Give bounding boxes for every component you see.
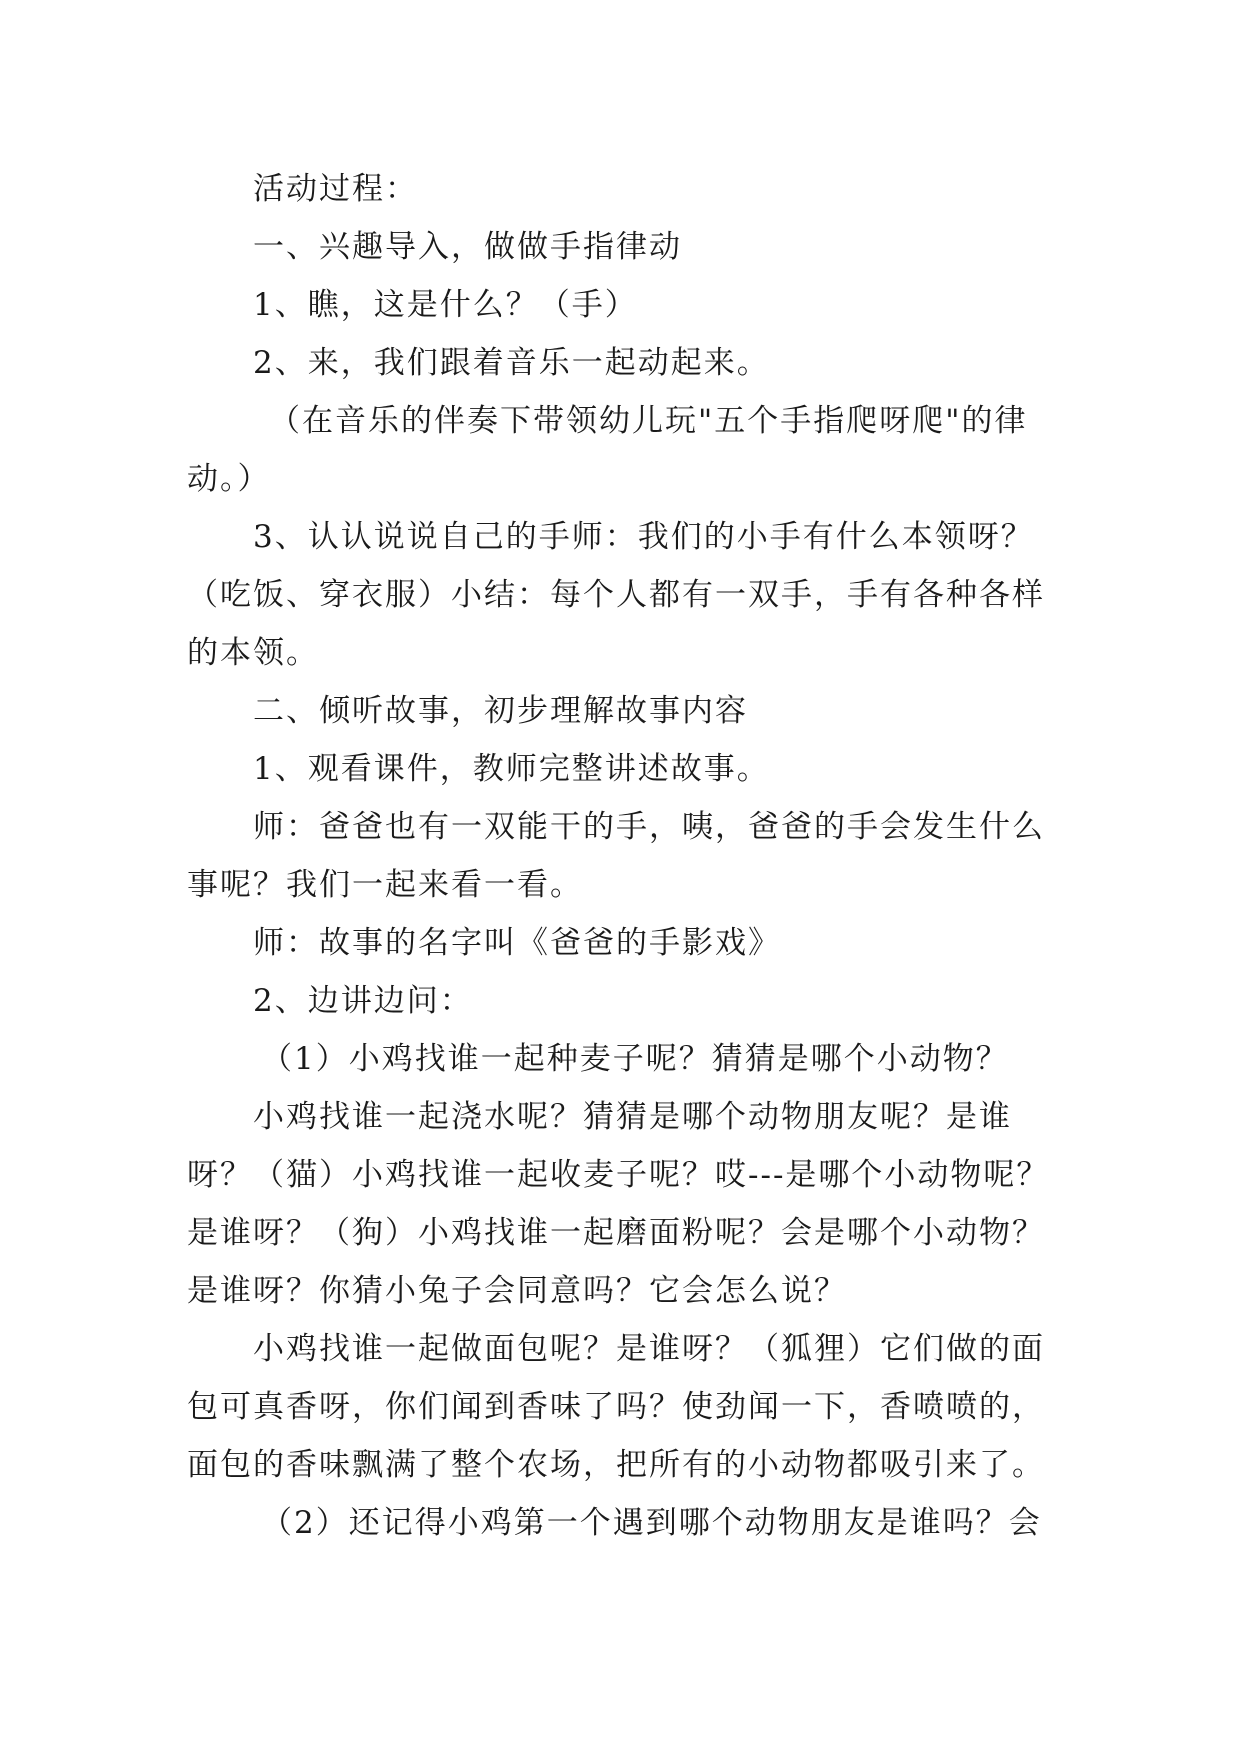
paragraph-story-title: 师：故事的名字叫《爸爸的手影戏》	[253, 925, 781, 961]
paragraph-music-note: （在音乐的伴奏下带领幼儿玩"五个手指爬呀爬"的律动。）	[187, 403, 1028, 497]
paragraph-step-1: 1、瞧，这是什么？（手）	[253, 287, 638, 323]
paragraph-activity-process-heading: 活动过程：	[253, 171, 418, 207]
paragraph-question-1: （1）小鸡找谁一起种麦子呢？猜猜是哪个小动物？	[261, 1041, 1009, 1077]
paragraph-question-2: （2）还记得小鸡第一个遇到哪个动物朋友是谁吗？会	[261, 1505, 1042, 1541]
paragraph-story-step-1: 1、观看课件，教师完整讲述故事。	[253, 751, 770, 787]
paragraph-story-step-2: 2、边讲边问：	[253, 983, 473, 1019]
paragraph-teacher-intro: 师：爸爸也有一双能干的手，咦，爸爸的手会发生什么事呢？我们一起来看一看。	[187, 809, 1045, 903]
document-body	[187, 160, 1057, 1552]
paragraph-step-2: 2、来，我们跟着音乐一起动起来。	[253, 345, 770, 381]
paragraph-questions-watering: 小鸡找谁一起浇水呢？猜猜是哪个动物朋友呢？是谁呀？（猫）小鸡找谁一起收麦子呢？哎---是哪个小动物呢？是谁呀？（狗）小鸡找谁一起磨面粉呢？会是哪个小动物？是谁呀？你猜小兔子会同意吗？它会怎么说？	[187, 1099, 1050, 1309]
paragraph-questions-bread: 小鸡找谁一起做面包呢？是谁呀？（狐狸）它们做的面包可真香呀，你们闻到香味了吗？使劲闻一下，香喷喷的，面包的香味飘满了整个农场，把所有的小动物都吸引来了。	[187, 1331, 1045, 1483]
paragraph-section-one-heading: 一、兴趣导入，做做手指律动	[253, 229, 682, 265]
paragraph-step-3: 3、认认说说自己的手师：我们的小手有什么本领呀？（吃饭、穿衣服）小结：每个人都有一双手，手有各种各样的本领。	[187, 519, 1045, 671]
paragraph-section-two-heading: 二、倾听故事，初步理解故事内容	[253, 693, 748, 729]
